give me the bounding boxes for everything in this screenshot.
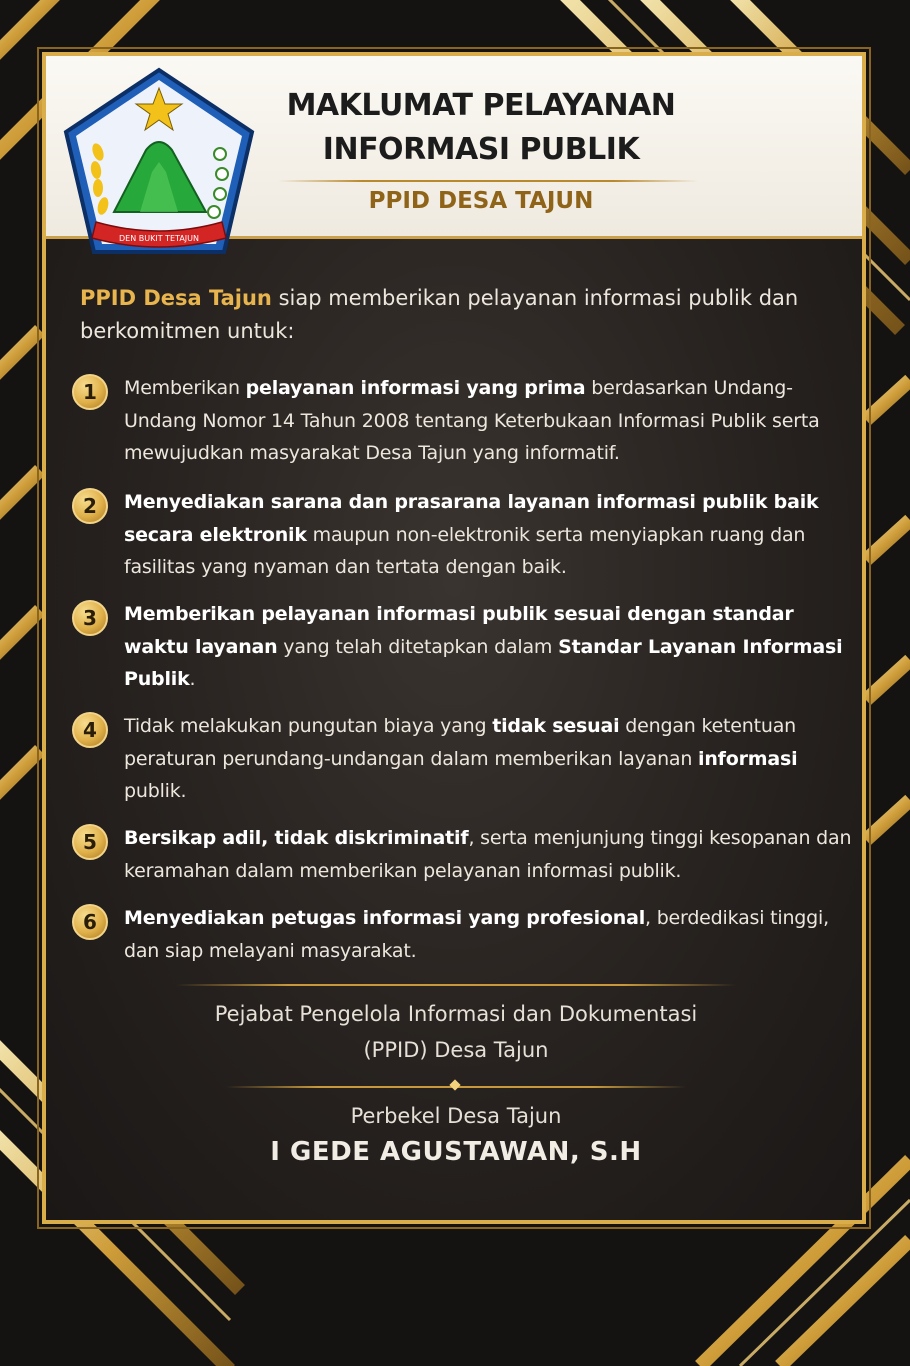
divider-diamond-ornament <box>449 1079 460 1090</box>
number-badge: 2 <box>72 488 108 524</box>
intro-highlight: PPID Desa Tajun <box>80 286 272 310</box>
commitment-text-emphasis: Menyediakan sarana dan prasarana layanan informasi publik baik secara elektronik <box>124 491 819 546</box>
emblem-ribbon-text: DEN BUKIT TETAJUN <box>119 234 199 243</box>
number-badge: 1 <box>72 374 108 410</box>
number-badge: 6 <box>72 904 108 940</box>
page-title <box>251 84 711 172</box>
commitment-text-segment: publik. <box>124 780 187 802</box>
commitment-text <box>124 902 856 967</box>
title-line-2: INFORMASI PUBLIK <box>322 132 640 167</box>
commitment-text <box>124 710 856 808</box>
title-line-1: MAKLUMAT PELAYANAN <box>286 88 676 123</box>
signatory-name: I GEDE AGUSTAWAN, S.H <box>270 1137 642 1167</box>
intro-text: siap memberikan pelayanan informasi publik dan berkomitmen untuk: <box>80 286 799 343</box>
commitment-text-segment: Memberikan <box>124 377 246 399</box>
commitment-text-emphasis: informasi <box>698 747 798 770</box>
commitment-text-emphasis: pelayanan informasi yang prima <box>245 377 586 399</box>
commitment-text-segment: , serta menjunjung tinggi kesopanan dan keramahan dalam memberikan pelayanan informasi publik. <box>124 827 852 882</box>
commitment-text-segment: yang telah ditetapkan dalam <box>277 635 559 658</box>
maklumat-panel <box>42 52 866 1224</box>
commitment-text-emphasis: Menyediakan petugas informasi yang profesional <box>124 907 646 929</box>
commitment-text-segment: . <box>189 668 196 690</box>
footer-org-line-2: (PPID) Desa Tajun <box>363 1038 549 1062</box>
footer-organization <box>106 996 806 1068</box>
header-banner <box>46 56 862 243</box>
signatory-role: Perbekel Desa Tajun <box>350 1104 562 1128</box>
commitment-text-segment: maupun non-elektronik serta menyiapkan ruang dan fasilitas yang nyaman dan tertata dengan baik. <box>124 523 806 578</box>
footer-org-line-1: Pejabat Pengelola Informasi dan Dokumentasi <box>214 1002 698 1026</box>
commitment-text <box>124 486 856 584</box>
commitment-text <box>124 598 856 696</box>
commitment-text-segment: Tidak melakukan pungutan biaya yang <box>124 715 493 737</box>
commitment-text-emphasis: tidak sesuai <box>492 715 620 737</box>
commitment-text-emphasis: Memberikan pelayanan informasi publik sesuai dengan standar waktu layanan <box>124 603 794 658</box>
commitment-text-segment: berdasarkan Undang-Undang Nomor 14 Tahun 2008 tentang Keterbukaan Informasi Publik serta mewujudkan masyarakat Desa Tajun yang informatif. <box>124 377 820 464</box>
intro-paragraph <box>80 282 850 348</box>
commitment-text <box>124 372 856 470</box>
commitment-text-emphasis: Standar Layanan Informasi Publik <box>124 635 843 690</box>
number-badge: 3 <box>72 600 108 636</box>
commitment-text-emphasis: Bersikap adil, tidak diskriminatif <box>124 827 469 849</box>
commitment-text-segment: dengan ketentuan peraturan perundang-undangan dalam memberikan layanan <box>124 715 797 770</box>
commitment-text <box>124 822 856 887</box>
title-divider <box>278 180 698 182</box>
commitment-text-segment: , berdedikasi tinggi, dan siap melayani masyarakat. <box>124 907 829 962</box>
number-badge: 5 <box>72 824 108 860</box>
footer-divider-top <box>176 984 736 986</box>
village-emblem-logo <box>56 62 262 262</box>
subtitle: PPID DESA TAJUN <box>368 188 594 214</box>
number-badge: 4 <box>72 712 108 748</box>
